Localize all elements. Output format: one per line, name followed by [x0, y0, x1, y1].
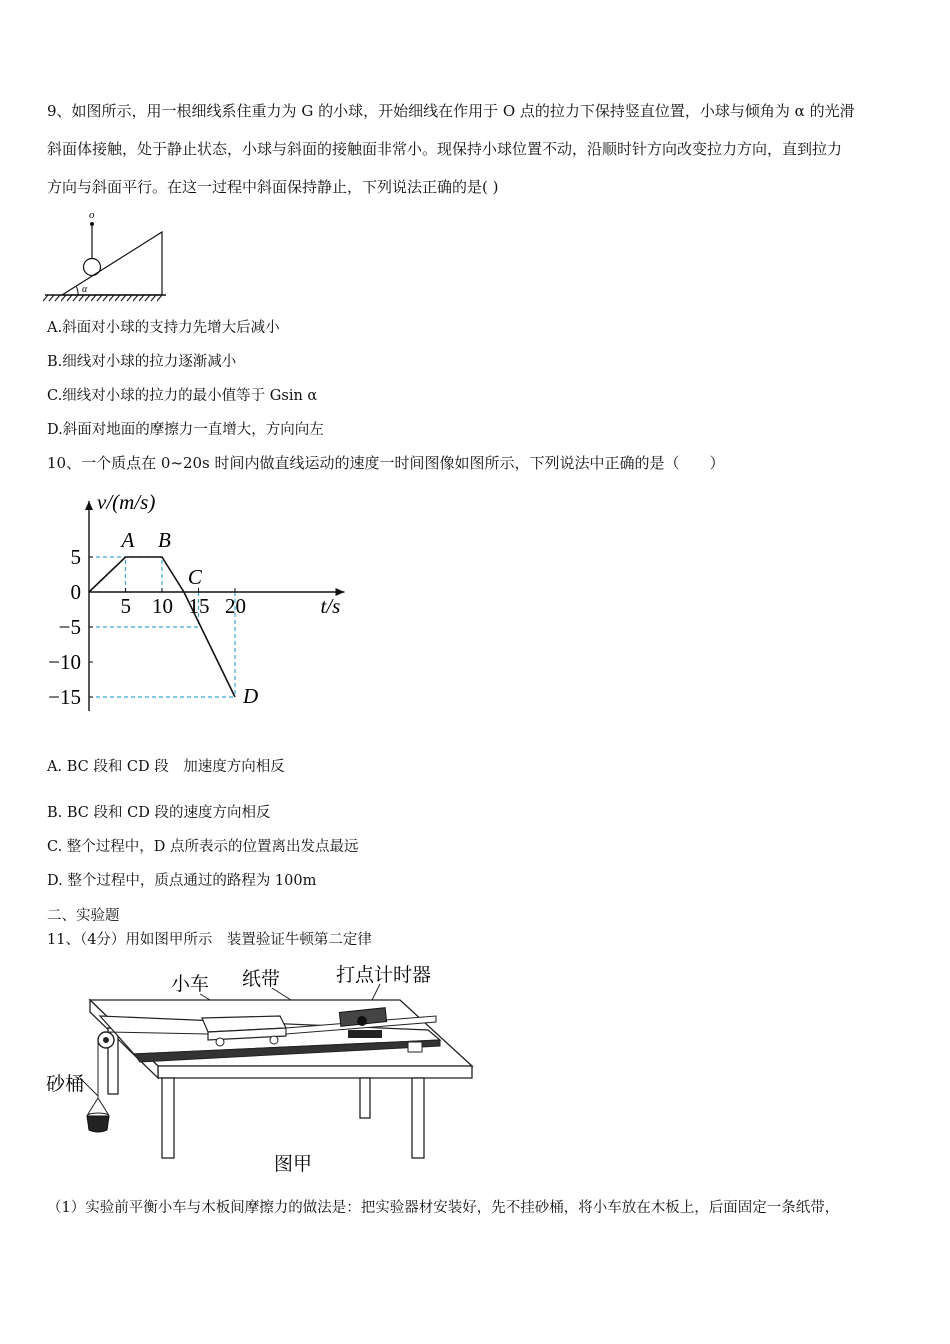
table-leg-front-left: [162, 1078, 174, 1158]
q9-incline-figure: [40, 205, 175, 305]
hatch-mark: [115, 295, 120, 301]
hatch-mark: [133, 295, 138, 301]
q9-stem-line3: 方向与斜面平行。在这一过程中斜面保持静止，下列说法正确的是( ): [47, 178, 499, 196]
figure-caption: 图甲: [274, 1153, 313, 1175]
hatch-mark: [127, 295, 132, 301]
label-bucket: 砂桶: [46, 1073, 85, 1095]
q9-label-alpha: α: [82, 284, 88, 295]
y-axis-label: v/(m/s): [97, 490, 156, 514]
q11-apparatus-figure: [40, 958, 480, 1180]
hatch-mark: [61, 295, 66, 301]
y-tick-label: −5: [58, 615, 81, 639]
q10-option-a: A. BC 段和 CD 段 加速度方向相反: [47, 759, 285, 775]
hatch-mark: [157, 295, 162, 301]
q11-stem: 11、（4分）用如图甲所示 装置验证牛顿第二定律: [47, 932, 372, 948]
hatch-mark: [103, 295, 108, 301]
table-leg-front-right: [412, 1078, 424, 1158]
x-tick-label: 15: [188, 594, 210, 618]
x-tick-label: 5: [120, 594, 131, 618]
hatch-mark: [55, 295, 60, 301]
sand-bucket: [87, 1116, 109, 1132]
q11-part1: （1）实验前平衡小车与木板间摩擦力的做法是：把实验器材安装好，先不挂砂桶，将小车放在木板上，后面固定一条纸带，: [47, 1200, 840, 1216]
ground-hatching: [43, 295, 162, 301]
hatch-mark: [97, 295, 102, 301]
q9-option-b: B.细线对小球的拉力逐渐减小: [47, 354, 237, 370]
point-label-c: C: [187, 565, 202, 589]
q9-option-c: C.细线对小球的拉力的最小值等于 Gsin α: [47, 388, 318, 404]
x-tick-label: 10: [152, 594, 173, 618]
pulley-axle: [103, 1037, 109, 1043]
y-axis-arrow: [85, 501, 93, 510]
angle-arc: [77, 287, 79, 295]
q9-option-d: D.斜面对地面的摩擦力一直增大，方向向左: [47, 422, 324, 438]
hatch-mark: [91, 295, 96, 301]
cart-wheel-2: [270, 1036, 278, 1044]
label-timer: 打点计时器: [336, 964, 432, 986]
hatch-mark: [67, 295, 72, 301]
vt-graph: [40, 482, 360, 732]
y-tick-label: −10: [48, 650, 81, 674]
table-leg-back-right: [360, 1078, 370, 1118]
q10-option-d: D. 整个过程中，质点通过的路程为 100m: [47, 873, 317, 889]
q10-option-b: B. BC 段和 CD 段的速度方向相反: [47, 805, 271, 821]
bucket-handle: [88, 1098, 108, 1114]
label-tape: 纸带: [242, 968, 281, 990]
y-tick-label: 5: [70, 545, 81, 569]
hatch-mark: [145, 295, 150, 301]
timer-knob: [357, 1016, 367, 1026]
hatch-mark: [73, 295, 78, 301]
hatch-mark: [49, 295, 54, 301]
q10-stem: 10、一个质点在 0~20s 时间内做直线运动的速度一时间图像如图所示，下列说法中正确的是（ ）: [47, 454, 725, 472]
table-edge: [158, 1066, 472, 1078]
hatch-mark: [79, 295, 84, 301]
section-title: 二、实验题: [47, 908, 120, 924]
q10-option-c: C. 整个过程中，D 点所表示的位置离出发点最远: [47, 839, 359, 855]
q9-stem-line1: 9、如图所示，用一根细线系住重力为 G 的小球，开始细线在作用于 O 点的拉力下保持竖直位置，小球与倾角为 α 的光滑: [47, 102, 855, 120]
x-tick-label: 20: [225, 594, 246, 618]
incline-wedge: [62, 232, 162, 295]
point-label-d: D: [243, 684, 259, 708]
y-tick-label: 0: [70, 580, 81, 604]
hatch-mark: [43, 295, 48, 301]
q9-label-o: o: [89, 209, 95, 221]
point-label-a: A: [121, 528, 135, 552]
q9-stem-line2: 斜面体接触，处于静止状态，小球与斜面的接触面非常小。现保持小球位置不动，沿顺时针方向改变拉力方向，直到拉力: [47, 140, 843, 158]
y-tick-label: −15: [48, 685, 81, 709]
wooden-block: [408, 1042, 422, 1052]
timer-base: [348, 1030, 382, 1038]
hatch-mark: [109, 295, 114, 301]
cart-wheel-1: [216, 1038, 224, 1046]
hatch-mark: [151, 295, 156, 301]
hatch-mark: [85, 295, 90, 301]
hatch-mark: [121, 295, 126, 301]
x-axis-label: t/s: [320, 594, 341, 618]
q9-option-a: A.斜面对小球的支持力先增大后减小: [47, 320, 280, 336]
point-label-b: B: [158, 528, 171, 552]
label-cart: 小车: [171, 973, 210, 995]
hatch-mark: [139, 295, 144, 301]
